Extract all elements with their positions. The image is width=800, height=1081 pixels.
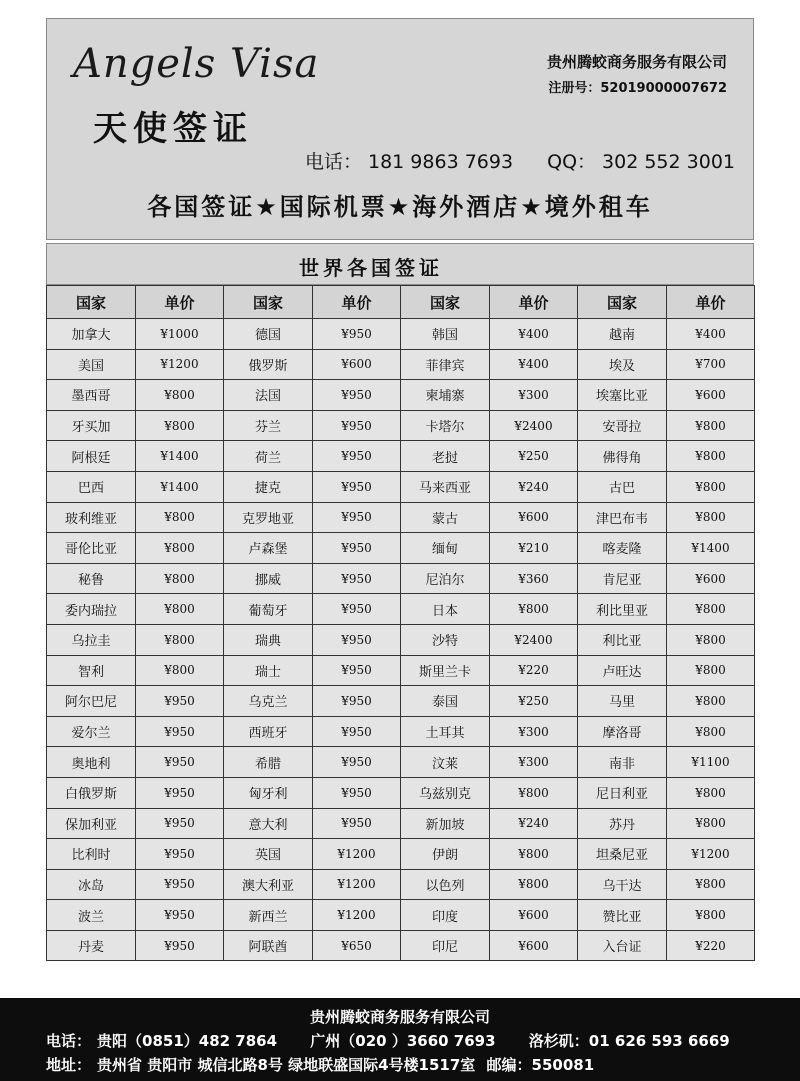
price-cell: ¥950 [313, 716, 401, 747]
country-cell: 乌拉圭 [47, 624, 136, 655]
logo-english: Angels Visa [73, 41, 320, 87]
price-cell: ¥950 [136, 686, 224, 717]
country-cell: 苏丹 [578, 808, 667, 839]
country-cell: 肯尼亚 [578, 563, 667, 594]
price-cell: ¥950 [136, 900, 224, 931]
country-cell: 乌兹别克 [401, 777, 490, 808]
country-cell: 比利时 [47, 839, 136, 870]
price-cell: ¥950 [313, 319, 401, 350]
country-cell: 哥伦比亚 [47, 533, 136, 564]
country-cell: 老挝 [401, 441, 490, 472]
table-row [47, 747, 755, 778]
table-row [47, 380, 755, 411]
header-country: 国家 [47, 286, 136, 319]
price-cell: ¥800 [136, 563, 224, 594]
price-cell: ¥800 [667, 900, 755, 931]
price-cell: ¥1200 [313, 839, 401, 870]
country-cell: 柬埔寨 [401, 380, 490, 411]
country-cell: 荷兰 [224, 441, 313, 472]
header-price: 单价 [313, 286, 401, 319]
country-cell: 挪威 [224, 563, 313, 594]
header-price: 单价 [136, 286, 224, 319]
price-cell: ¥600 [490, 900, 578, 931]
table-row [47, 930, 755, 961]
country-cell: 菲律宾 [401, 349, 490, 380]
country-cell: 智利 [47, 655, 136, 686]
price-cell: ¥400 [490, 349, 578, 380]
country-cell: 美国 [47, 349, 136, 380]
price-cell: ¥950 [313, 777, 401, 808]
price-cell: ¥950 [313, 747, 401, 778]
price-cell: ¥300 [490, 380, 578, 411]
country-cell: 阿联酋 [224, 930, 313, 961]
footer-postcode: 邮编：550081 [486, 1056, 595, 1074]
country-cell: 尼日利亚 [578, 777, 667, 808]
country-cell: 英国 [224, 839, 313, 870]
visa-price-table [46, 285, 755, 961]
price-cell: ¥250 [490, 686, 578, 717]
price-cell: ¥800 [490, 839, 578, 870]
price-cell: ¥950 [136, 747, 224, 778]
country-cell: 冰岛 [47, 869, 136, 900]
price-cell: ¥950 [313, 471, 401, 502]
price-cell: ¥250 [490, 441, 578, 472]
price-cell: ¥800 [667, 869, 755, 900]
price-cell: ¥800 [136, 655, 224, 686]
price-cell: ¥360 [490, 563, 578, 594]
table-row [47, 410, 755, 441]
price-cell: ¥800 [136, 594, 224, 625]
price-cell: ¥800 [667, 655, 755, 686]
footer-address-label: 地址： [46, 1056, 92, 1074]
country-cell: 埃及 [578, 349, 667, 380]
country-cell: 蒙古 [401, 502, 490, 533]
country-cell: 乌克兰 [224, 686, 313, 717]
price-cell: ¥950 [313, 380, 401, 411]
price-cell: ¥700 [667, 349, 755, 380]
phone-number: 181 9863 7693 [368, 151, 514, 173]
footer-phone-guangzhou: 广州（020 ）3660 7693 [310, 1032, 496, 1050]
price-cell: ¥950 [136, 808, 224, 839]
price-cell: ¥650 [313, 930, 401, 961]
price-cell: ¥800 [136, 624, 224, 655]
price-cell: ¥950 [313, 655, 401, 686]
company-name: 贵州腾蛟商务服务有限公司 [546, 53, 727, 71]
country-cell: 越南 [578, 319, 667, 350]
footer-address-line [46, 1054, 600, 1075]
price-cell: ¥800 [136, 502, 224, 533]
qq-number: 302 552 3001 [602, 151, 735, 173]
price-cell: ¥950 [136, 869, 224, 900]
country-cell: 爱尔兰 [47, 716, 136, 747]
price-cell: ¥950 [313, 624, 401, 655]
country-cell: 新西兰 [224, 900, 313, 931]
country-cell: 乌干达 [578, 869, 667, 900]
footer-phone-label: 电话： [46, 1032, 92, 1050]
country-cell: 法国 [224, 380, 313, 411]
price-cell: ¥600 [313, 349, 401, 380]
price-cell: ¥600 [490, 502, 578, 533]
country-cell: 俄罗斯 [224, 349, 313, 380]
country-cell: 委内瑞拉 [47, 594, 136, 625]
contact-line [299, 147, 735, 174]
table-row [47, 869, 755, 900]
country-cell: 以色列 [401, 869, 490, 900]
price-cell: ¥800 [136, 380, 224, 411]
price-cell: ¥950 [313, 410, 401, 441]
price-cell: ¥800 [136, 533, 224, 564]
country-cell: 克罗地亚 [224, 502, 313, 533]
table-title-band [46, 243, 754, 285]
country-cell: 沙特 [401, 624, 490, 655]
country-cell: 卡塔尔 [401, 410, 490, 441]
country-cell: 卢旺达 [578, 655, 667, 686]
services-tagline: 各国签证★国际机票★海外酒店★境外租车 [147, 193, 653, 221]
country-cell: 意大利 [224, 808, 313, 839]
price-cell: ¥400 [490, 319, 578, 350]
price-cell: ¥210 [490, 533, 578, 564]
table-row [47, 655, 755, 686]
table-row [47, 471, 755, 502]
price-cell: ¥800 [490, 777, 578, 808]
price-cell: ¥800 [667, 410, 755, 441]
country-cell: 坦桑尼亚 [578, 839, 667, 870]
footer-address: 贵州省 贵阳市 城信北路8号 绿地联盛国际4号楼1517室 [97, 1056, 476, 1074]
country-cell: 白俄罗斯 [47, 777, 136, 808]
country-cell: 赞比亚 [578, 900, 667, 931]
price-cell: ¥600 [667, 563, 755, 594]
country-cell: 阿根廷 [47, 441, 136, 472]
country-cell: 斯里兰卡 [401, 655, 490, 686]
country-cell: 新加坡 [401, 808, 490, 839]
country-cell: 玻利维亚 [47, 502, 136, 533]
country-cell: 保加利亚 [47, 808, 136, 839]
price-cell: ¥800 [667, 471, 755, 502]
price-cell: ¥1200 [313, 900, 401, 931]
table-title: 世界各国签证 [299, 256, 443, 280]
table-row [47, 716, 755, 747]
table-row [47, 777, 755, 808]
footer-band [0, 998, 800, 1081]
country-cell: 缅甸 [401, 533, 490, 564]
table-row [47, 594, 755, 625]
country-cell: 秘鲁 [47, 563, 136, 594]
price-cell: ¥300 [490, 716, 578, 747]
country-cell: 泰国 [401, 686, 490, 717]
price-cell: ¥950 [313, 563, 401, 594]
table-row [47, 349, 755, 380]
price-cell: ¥1000 [136, 319, 224, 350]
price-cell: ¥800 [667, 808, 755, 839]
header-country: 国家 [401, 286, 490, 319]
header-price: 单价 [667, 286, 755, 319]
price-cell: ¥1200 [136, 349, 224, 380]
price-cell: ¥600 [667, 380, 755, 411]
price-cell: ¥950 [313, 686, 401, 717]
country-cell: 印度 [401, 900, 490, 931]
country-cell: 津巴布韦 [578, 502, 667, 533]
country-cell: 西班牙 [224, 716, 313, 747]
price-cell: ¥950 [136, 716, 224, 747]
country-cell: 巴西 [47, 471, 136, 502]
price-cell: ¥2400 [490, 624, 578, 655]
logo-chinese: 天使签证 [93, 109, 253, 149]
country-cell: 利比里亚 [578, 594, 667, 625]
country-cell: 印尼 [401, 930, 490, 961]
price-cell: ¥950 [136, 930, 224, 961]
country-cell: 葡萄牙 [224, 594, 313, 625]
price-cell: ¥800 [136, 410, 224, 441]
price-cell: ¥1200 [667, 839, 755, 870]
registration-number: 注册号：52019000007672 [548, 81, 727, 96]
price-cell: ¥950 [313, 808, 401, 839]
price-cell: ¥800 [667, 502, 755, 533]
price-cell: ¥1400 [667, 533, 755, 564]
price-cell: ¥240 [490, 808, 578, 839]
country-cell: 佛得角 [578, 441, 667, 472]
price-cell: ¥950 [313, 533, 401, 564]
header-country: 国家 [578, 286, 667, 319]
country-cell: 韩国 [401, 319, 490, 350]
price-cell: ¥800 [667, 624, 755, 655]
country-cell: 希腊 [224, 747, 313, 778]
table-row [47, 441, 755, 472]
price-cell: ¥220 [490, 655, 578, 686]
price-cell: ¥800 [667, 441, 755, 472]
footer-phones [46, 1030, 736, 1051]
country-cell: 德国 [224, 319, 313, 350]
price-cell: ¥800 [667, 594, 755, 625]
price-cell: ¥800 [667, 686, 755, 717]
table-row [47, 319, 755, 350]
country-cell: 马里 [578, 686, 667, 717]
price-cell: ¥300 [490, 747, 578, 778]
price-cell: ¥950 [313, 441, 401, 472]
country-cell: 马来西亚 [401, 471, 490, 502]
price-cell: ¥1100 [667, 747, 755, 778]
price-cell: ¥220 [667, 930, 755, 961]
country-cell: 古巴 [578, 471, 667, 502]
country-cell: 阿尔巴尼 [47, 686, 136, 717]
table-header-row [47, 286, 755, 319]
price-cell: ¥800 [667, 716, 755, 747]
country-cell: 波兰 [47, 900, 136, 931]
country-cell: 丹麦 [47, 930, 136, 961]
country-cell: 瑞士 [224, 655, 313, 686]
price-cell: ¥950 [136, 777, 224, 808]
country-cell: 捷克 [224, 471, 313, 502]
header-price: 单价 [490, 286, 578, 319]
table-row [47, 502, 755, 533]
country-cell: 牙买加 [47, 410, 136, 441]
country-cell: 入台证 [578, 930, 667, 961]
country-cell: 奥地利 [47, 747, 136, 778]
country-cell: 瑞典 [224, 624, 313, 655]
table-row [47, 563, 755, 594]
price-cell: ¥240 [490, 471, 578, 502]
price-cell: ¥950 [313, 502, 401, 533]
phone-label: 电话： [304, 151, 362, 173]
country-cell: 摩洛哥 [578, 716, 667, 747]
country-cell: 南非 [578, 747, 667, 778]
country-cell: 尼泊尔 [401, 563, 490, 594]
footer-company: 贵州腾蛟商务服务有限公司 [309, 1008, 490, 1026]
country-cell: 埃塞比亚 [578, 380, 667, 411]
price-cell: ¥950 [136, 839, 224, 870]
country-cell: 安哥拉 [578, 410, 667, 441]
price-cell: ¥1400 [136, 441, 224, 472]
qq-label: QQ： [547, 151, 597, 173]
price-cell: ¥1200 [313, 869, 401, 900]
country-cell: 日本 [401, 594, 490, 625]
price-cell: ¥2400 [490, 410, 578, 441]
table-row [47, 839, 755, 870]
country-cell: 澳大利亚 [224, 869, 313, 900]
price-cell: ¥600 [490, 930, 578, 961]
price-cell: ¥1400 [136, 471, 224, 502]
table-row [47, 686, 755, 717]
country-cell: 利比亚 [578, 624, 667, 655]
price-cell: ¥800 [667, 777, 755, 808]
country-cell: 汶莱 [401, 747, 490, 778]
country-cell: 墨西哥 [47, 380, 136, 411]
country-cell: 加拿大 [47, 319, 136, 350]
price-cell: ¥400 [667, 319, 755, 350]
country-cell: 伊朗 [401, 839, 490, 870]
table-row [47, 900, 755, 931]
table-row [47, 624, 755, 655]
country-cell: 喀麦隆 [578, 533, 667, 564]
table-body [47, 319, 755, 961]
header-country: 国家 [224, 286, 313, 319]
header-banner [46, 18, 754, 240]
country-cell: 芬兰 [224, 410, 313, 441]
table-row [47, 808, 755, 839]
price-cell: ¥800 [490, 869, 578, 900]
table-row [47, 533, 755, 564]
country-cell: 卢森堡 [224, 533, 313, 564]
footer-phone-guiyang: 贵阳（0851）482 7864 [97, 1032, 278, 1050]
country-cell: 土耳其 [401, 716, 490, 747]
country-cell: 匈牙利 [224, 777, 313, 808]
price-cell: ¥950 [313, 594, 401, 625]
price-cell: ¥800 [490, 594, 578, 625]
footer-phone-la: 洛杉矶：01 626 593 6669 [528, 1032, 730, 1050]
